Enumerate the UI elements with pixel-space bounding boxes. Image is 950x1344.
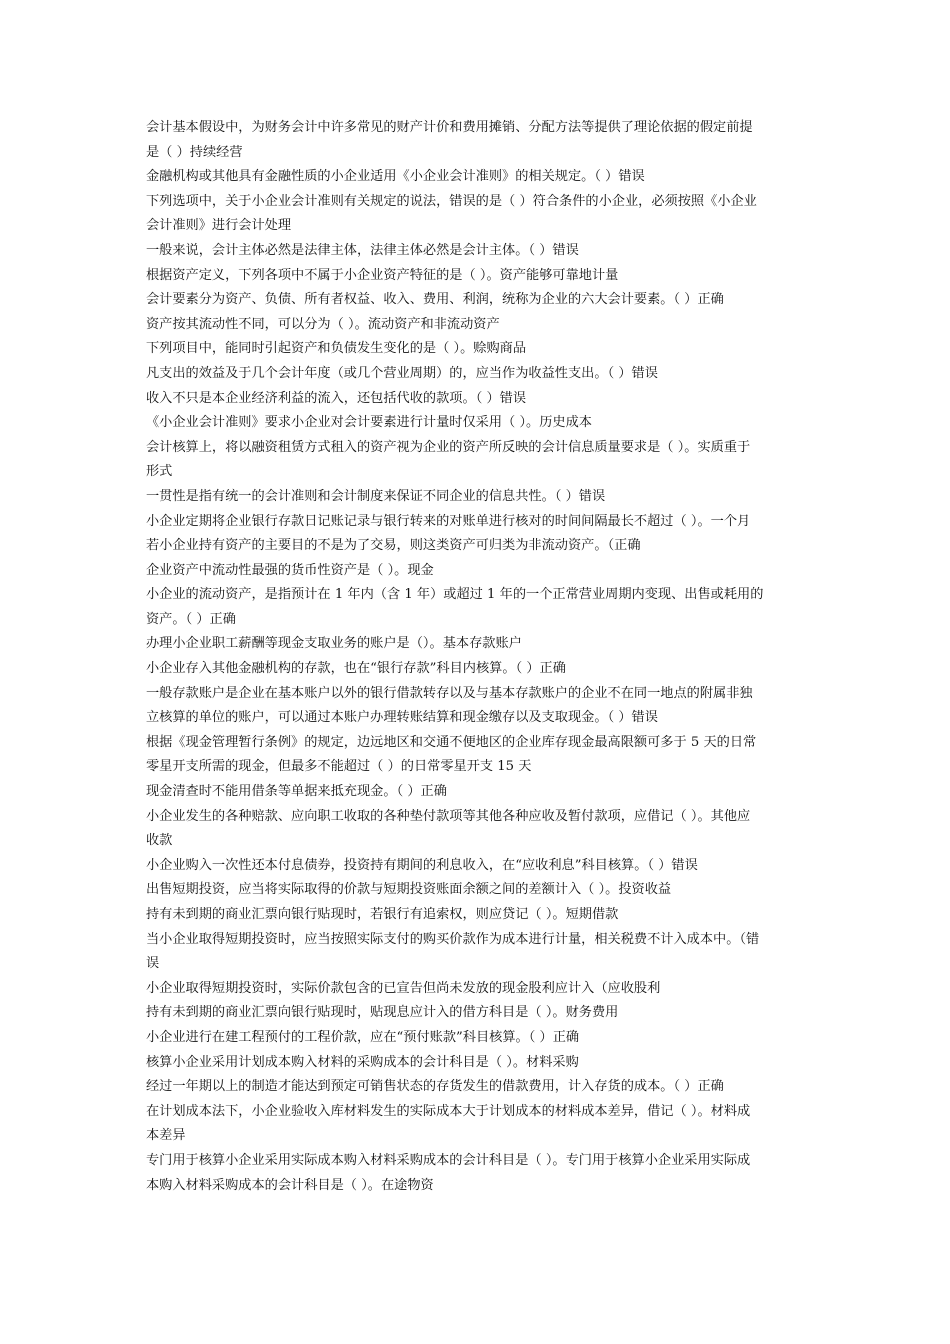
text-line: 企业资产中流动性最强的货币性资产是（ ）。现金 <box>146 562 434 578</box>
text-line: 小企业进行在建工程预付的工程价款，应在“预付账款”科目核算。（ ）正确 <box>146 1029 580 1045</box>
text-line: 形式 <box>146 464 173 480</box>
text-line: 核算小企业采用计划成本购入材料的采购成本的会计科目是（ ）。材料采购 <box>146 1054 579 1070</box>
text-line: 下列选项中，关于小企业会计准则有关规定的说法，错误的是（ ）符合条件的小企业，必须按照《小企业 <box>146 193 757 209</box>
text-line: 本差异 <box>146 1128 186 1144</box>
text-line: 出售短期投资，应当将实际取得的价款与短期投资账面余额之间的差额计入（ ）。投资收益 <box>146 882 672 898</box>
text-line: 持有未到期的商业汇票向银行贴现时，若银行有追索权，则应贷记（ ）。短期借款 <box>146 907 619 922</box>
text-line: 误 <box>146 956 160 972</box>
text-line: 凡支出的效益及于几个会计年度（或几个营业周期）的，应当作为收益性支出。（ ）错误 <box>146 365 658 381</box>
text-line: 《小企业会计准则》要求小企业对会计要素进行计量时仅采用（ ）。历史成本 <box>146 415 592 431</box>
text-line: 若小企业持有资产的主要目的不是为了交易，则这类资产可归类为非流动资产。（正确 <box>146 538 641 554</box>
text-line: 一般来说，会计主体必然是法律主体，法律主体必然是会计主体。（ ）错误 <box>146 242 579 258</box>
text-line: 立核算的单位的账户，可以通过本账户办理转账结算和现金缴存以及支取现金。（ ）错误 <box>146 710 658 726</box>
text-line: 专门用于核算小企业采用实际成本购入材料采购成本的会计科目是（ ）。专门用于核算小企业采用实际成 <box>146 1152 751 1168</box>
text-line: 当小企业取得短期投资时，应当按照实际支付的购买价款作为成本进行计量，相关税费不计入成本中。（错 <box>146 931 760 947</box>
text-line: 现金清查时不能用借条等单据来抵充现金。（ ）正确 <box>146 784 447 800</box>
text-line: 经过一年期以上的制造才能达到预定可销售状态的存货发生的借款费用，计入存货的成本。（ ）正确 <box>146 1079 724 1095</box>
text-line: 零星开支所需的现金，但最多不能超过（ ）的日常零星开支 15 天 <box>146 759 532 775</box>
text-line: 资产。（ ）正确 <box>146 611 236 627</box>
text-line: 会计准则》进行会计处理 <box>146 218 292 234</box>
text-line: 小企业定期将企业银行存款日记账记录与银行转来的对账单进行核对的时间间隔最长不超过（ ）。一个月 <box>146 513 751 529</box>
text-line: 办理小企业职工薪酬等现金支取业务的账户是（）。基本存款账户 <box>146 636 522 652</box>
text-line: 小企业购入一次性还本付息债券，投资持有期间的利息收入，在“应收利息”科目核算。（ ）错误 <box>146 857 698 873</box>
text-line: 收款 <box>146 833 173 849</box>
text-line: 一般存款账户是企业在基本账户以外的银行借款转存以及与基本存款账户的企业不在同一地点的附属非独 <box>146 685 753 701</box>
text-line: 会计基本假设中，为财务会计中许多常见的财产计价和费用摊销、分配方法等提供了理论依据的假定前提 <box>146 120 753 135</box>
text-line: 下列项目中，能同时引起资产和负债发生变化的是（ ）。赊购商品 <box>146 341 527 357</box>
text-line: 会计要素分为资产、负债、所有者权益、收入、费用、利润，统称为企业的六大会计要素。（ ）正确 <box>146 292 724 308</box>
text-line: 会计核算上，将以融资租赁方式租入的资产视为企业的资产所反映的会计信息质量要求是（ ）。实质重于 <box>146 439 751 455</box>
text-line: 金融机构或其他具有金融性质的小企业适用《小企业会计准则》的相关规定。（ ）错误 <box>146 169 645 185</box>
text-line: 是（ ）持续经营 <box>146 144 243 160</box>
document-body <box>146 116 814 1198</box>
text-line: 小企业发生的各种赔款、应向职工收取的各种垫付款项等其他各种应收及暂付款项，应借记（ ）。其他应 <box>146 808 751 824</box>
text-line: 小企业取得短期投资时，实际价款包含的已宣告但尚未发放的现金股利应计入（应收股利 <box>146 980 661 996</box>
text-line: 小企业的流动资产，是指预计在 1 年内（含 1 年）或超过 1 年的一个正常营业周期内变现、出售或耗用的 <box>146 587 764 603</box>
text-line: 在计划成本法下，小企业验收入库材料发生的实际成本大于计划成本的材料成本差异，借记（ ）。材料成 <box>146 1103 751 1119</box>
text-line: 持有未到期的商业汇票向银行贴现时，贴现息应计入的借方科目是（ ）。财务费用 <box>146 1005 619 1021</box>
text-line: 小企业存入其他金融机构的存款，也在“银行存款”科目内核算。（ ）正确 <box>146 661 566 677</box>
text-line: 根据资产定义，下列各项中不属于小企业资产特征的是（ ）。资产能够可靠地计量 <box>146 267 619 283</box>
text-line: 根据《现金管理暂行条例》的规定，边远地区和交通不便地区的企业库存现金最高限额可多于 5 天的日常 <box>146 734 757 750</box>
text-line: 一贯性是指有统一的会计准则和会计制度来保证不同企业的信息共性。（ ）错误 <box>146 488 606 504</box>
text-line: 本购入材料采购成本的会计科目是（ ）。在途物资 <box>146 1177 434 1193</box>
text-line: 收入不只是本企业经济利益的流入，还包括代收的款项。（ ）错误 <box>146 390 527 406</box>
text-line: 资产按其流动性不同，可以分为（ ）。流动资产和非流动资产 <box>146 316 500 332</box>
